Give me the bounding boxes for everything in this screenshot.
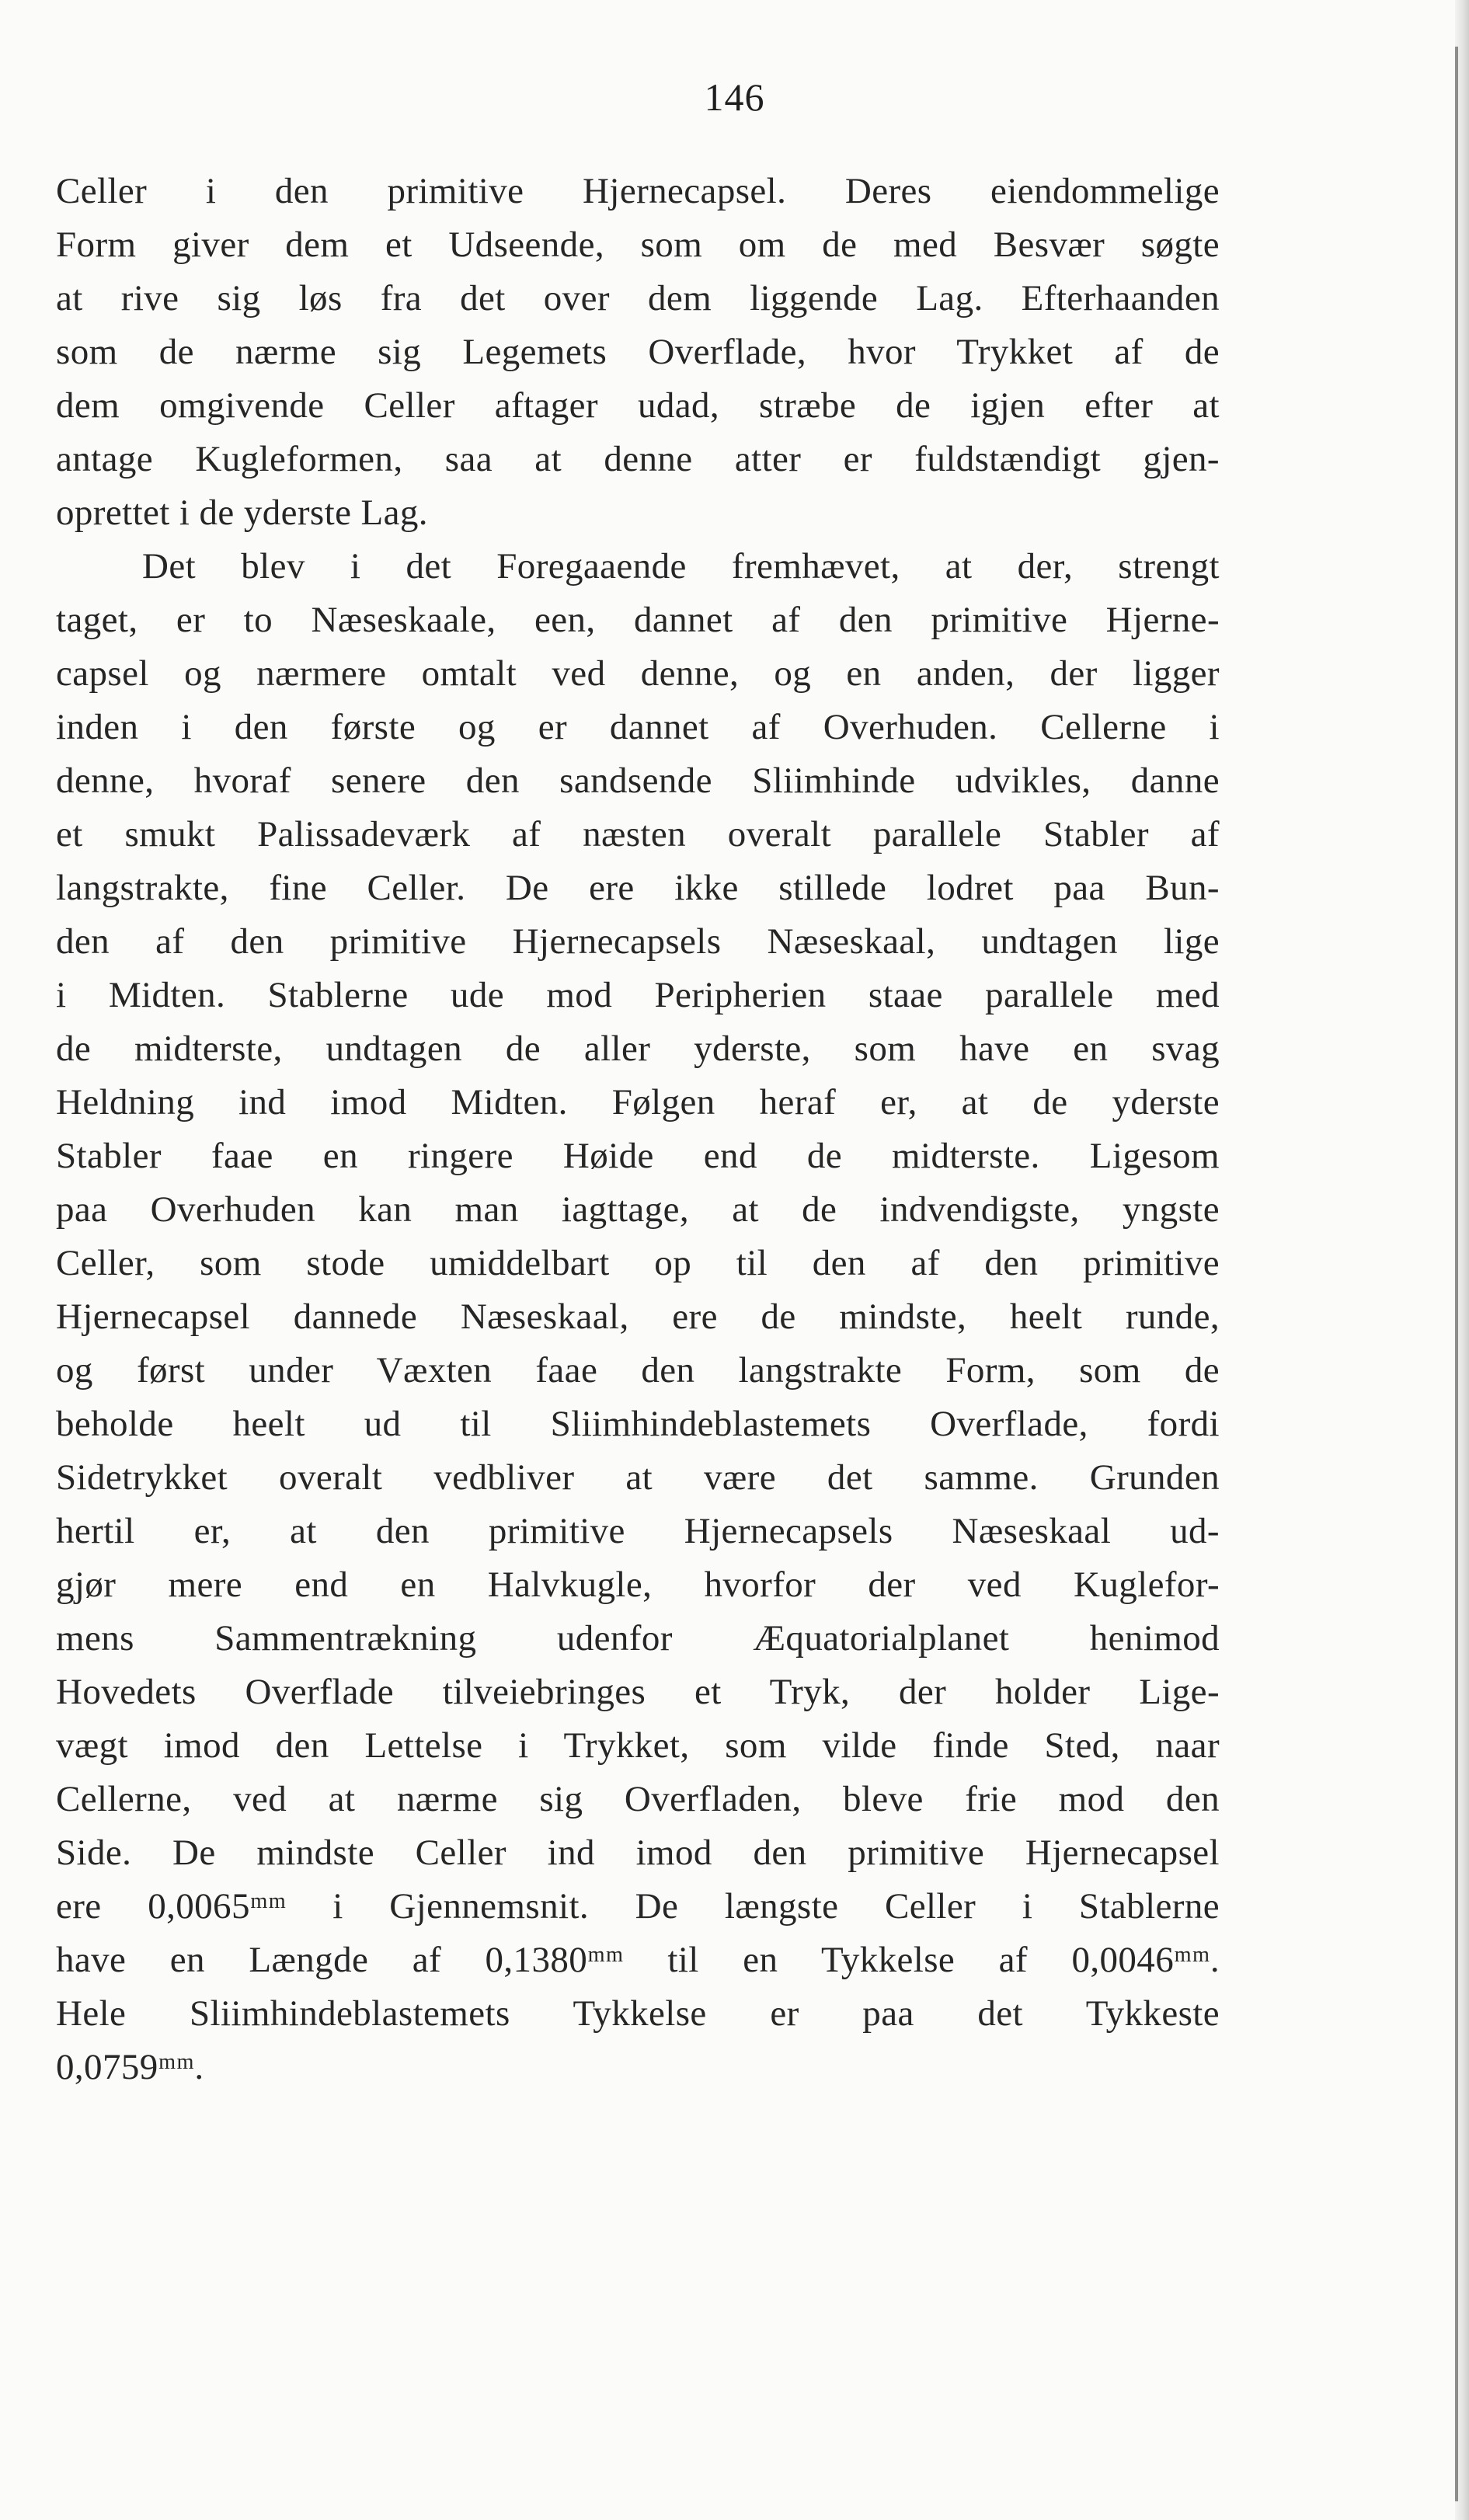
- text-line: ere 0,0065ᵐᵐ i Gjennemsnit. De længste Celler i Stablerne: [56, 1886, 1220, 1927]
- text-line: dem omgivende Celler aftager udad, stræbe de igjen efter at: [56, 385, 1220, 426]
- text-line: hertil er, at den primitive Hjernecapsels Næseskaal ud-: [56, 1511, 1220, 1551]
- text-line: i Midten. Stablerne ude mod Peripherien staae parallele med: [56, 975, 1220, 1015]
- text-line: 0,0759ᵐᵐ.: [56, 2047, 204, 2087]
- page-number: 146: [704, 75, 765, 119]
- text-line: mens Sammentrækning udenfor Æquatorialplanet henimod: [56, 1618, 1220, 1659]
- text-line: capsel og nærmere omtalt ved denne, og en anden, der ligger: [56, 653, 1220, 694]
- text-line: Stabler faae en ringere Høide end de midterste. Ligesom: [56, 1136, 1220, 1176]
- text-line: beholde heelt ud til Sliimhindeblastemets Overflade, fordi: [56, 1404, 1220, 1444]
- text-line: Form giver dem et Udseende, som om de med Besvær søgte: [56, 225, 1220, 265]
- text-line: vægt imod den Lettelse i Trykket, som vilde finde Sted, naar: [56, 1725, 1220, 1766]
- text-line: Cellerne, ved at nærme sig Overfladen, bleve frie mod den: [56, 1779, 1220, 1819]
- text-line: oprettet i de yderste Lag.: [56, 493, 428, 533]
- text-line: gjør mere end en Halvkugle, hvorfor der ved Kuglefor-: [56, 1565, 1220, 1605]
- text-line: Side. De mindste Celler ind imod den primitive Hjernecapsel: [56, 1833, 1220, 1873]
- text-line: inden i den første og er dannet af Overhuden. Cellerne i: [56, 707, 1220, 747]
- text-line: den af den primitive Hjernecapsels Næseskaal, undtagen lige: [56, 921, 1220, 962]
- page-edge-line: [1455, 47, 1458, 2501]
- text-line: og først under Væxten faae den langstrakte Form, som de: [56, 1350, 1220, 1391]
- text-line: have en Længde af 0,1380ᵐᵐ til en Tykkelse af 0,0046ᵐᵐ.: [56, 1940, 1220, 1980]
- body-text: [56, 165, 1220, 2094]
- text-line: Hele Sliimhindeblastemets Tykkelse er paa det Tykkeste: [56, 1993, 1220, 2034]
- text-line: Sidetrykket overalt vedbliver at være det samme. Grunden: [56, 1457, 1220, 1498]
- text-line: Celler i den primitive Hjernecapsel. Deres eiendommelige: [56, 171, 1220, 211]
- text-line: et smukt Palissadeværk af næsten overalt parallele Stabler af: [56, 814, 1220, 855]
- text-line: at rive sig løs fra det over dem liggende Lag. Efterhaanden: [56, 278, 1220, 318]
- text-line: Hovedets Overflade tilveiebringes et Tryk, der holder Lige-: [56, 1672, 1220, 1712]
- paragraph-start-line: Det blev i det Foregaaende fremhævet, at der, strengt: [142, 546, 1220, 586]
- text-line: taget, er to Næseskaale, een, dannet af den primitive Hjerne-: [56, 600, 1220, 640]
- text-line: antage Kugleformen, saa at denne atter er fuldstændigt gjen-: [56, 439, 1220, 479]
- text-line: Heldning ind imod Midten. Følgen heraf er, at de yderste: [56, 1082, 1220, 1123]
- text-line: denne, hvoraf senere den sandsende Sliimhinde udvikles, danne: [56, 761, 1220, 801]
- text-line: paa Overhuden kan man iagttage, at de indvendigste, yngste: [56, 1189, 1220, 1230]
- text-line: Hjernecapsel dannede Næseskaal, ere de mindste, heelt runde,: [56, 1297, 1220, 1337]
- text-line: langstrakte, fine Celler. De ere ikke stillede lodret paa Bun-: [56, 868, 1220, 908]
- text-line: de midterste, undtagen de aller yderste, som have en svag: [56, 1029, 1220, 1069]
- text-line: Celler, som stode umiddelbart op til den af den primitive: [56, 1243, 1220, 1283]
- text-line: som de nærme sig Legemets Overflade, hvor Trykket af de: [56, 332, 1220, 372]
